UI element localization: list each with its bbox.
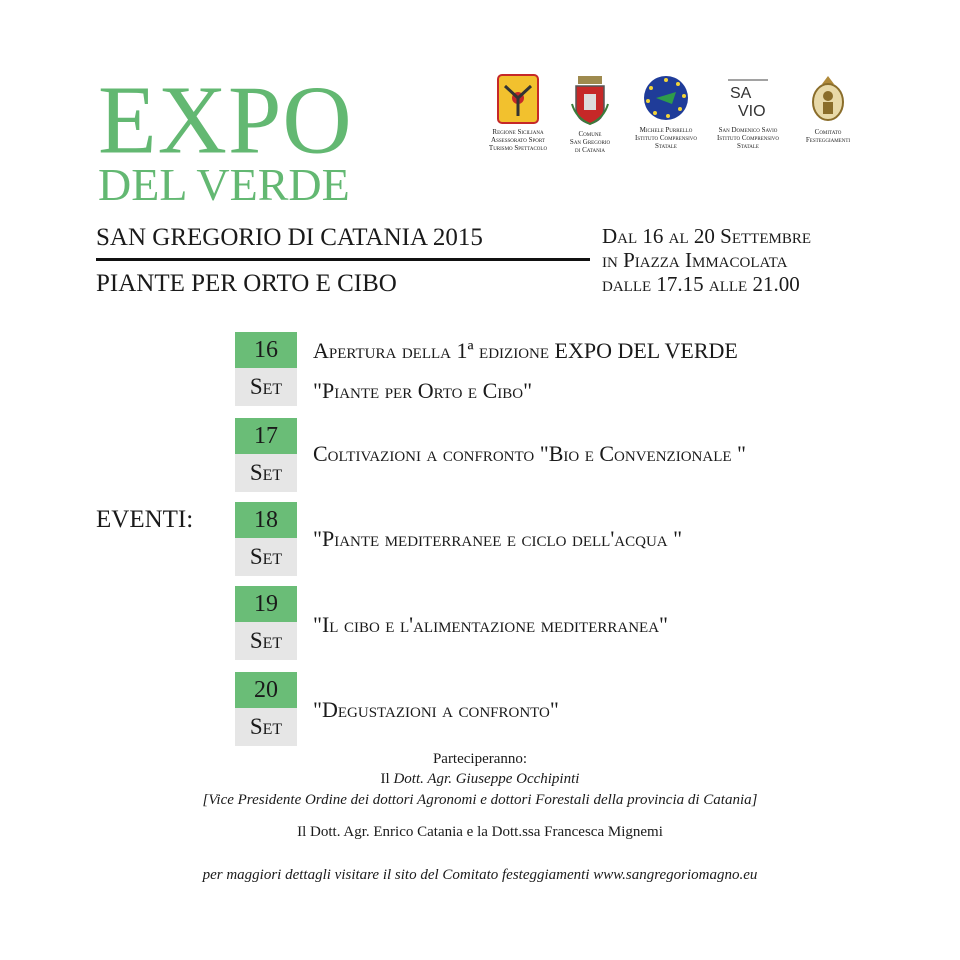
logo-caption: Comune: [578, 130, 602, 138]
comitato-logo: [788, 74, 868, 144]
event-text: Coltivazioni a confronto "Bio e Convenzionale ": [313, 441, 747, 466]
logo-caption: Assessorato Sport: [491, 136, 545, 144]
comune-logo: [550, 74, 630, 154]
speaker-1: [0, 770, 960, 788]
event-month: Set: [235, 368, 297, 406]
event-day: 16: [235, 332, 297, 368]
event-text: "Il cibo e l'alimentazione mediterranea": [313, 612, 669, 637]
svg-text:SA: SA: [730, 85, 752, 102]
sponsor-logos: [478, 74, 858, 164]
eventi-label: EVENTI:: [96, 506, 194, 533]
logo-caption: Comitato: [814, 128, 842, 136]
saint-icon: [808, 74, 848, 124]
location: in Piazza Immacolata: [602, 248, 788, 272]
event-text: "Piante per Orto e Cibo": [313, 378, 533, 403]
crest-icon: [570, 74, 610, 126]
hours: dalle 17.15 alle 21.00: [602, 272, 800, 296]
event-text: "Piante mediterranee e ciclo dell'acqua ": [313, 526, 683, 551]
event-day: 17: [235, 418, 297, 454]
speaker-1-name: Dott. Agr. Giuseppe Occhipinti: [393, 771, 580, 787]
del-verde-title: DEL VERDE: [98, 159, 350, 210]
savio-icon: [724, 74, 772, 122]
event-month: Set: [235, 454, 297, 492]
theme: PIANTE PER ORTO E CIBO: [96, 270, 397, 297]
logo-caption: Istituto Comprensivo: [717, 134, 779, 142]
logo-caption: Statale: [737, 142, 759, 150]
event-text: Apertura della 1ª edizione EXPO DEL VERDE: [313, 338, 738, 363]
dates: Dal 16 al 20 Settembre: [602, 224, 811, 248]
event-month: Set: [235, 538, 297, 576]
svg-text:VIO: VIO: [738, 103, 766, 120]
place-year: SAN GREGORIO DI CATANIA 2015: [96, 224, 483, 251]
event-text: "Degustazioni a confronto": [313, 697, 559, 722]
info-line: per maggiori dettagli visitare il sito del Comitato festeggiamenti www.sangregoriomagno.eu: [202, 867, 758, 883]
event-day: 19: [235, 586, 297, 622]
event-day: 18: [235, 502, 297, 538]
logo-caption: Regione Siciliana: [492, 128, 544, 136]
savio-logo: [708, 74, 788, 150]
expo-title: EXPO: [98, 64, 353, 175]
logo-caption: di Catania: [575, 146, 605, 154]
speaker-1-prefix: Il: [380, 771, 394, 787]
logo-caption: Michele Purrello: [639, 126, 693, 134]
speakers-2: Il Dott. Agr. Enrico Catania e la Dott.ssa Francesca Mignemi: [297, 824, 663, 840]
regione-logo: [478, 74, 558, 152]
globe-icon: [642, 74, 690, 122]
event-month: Set: [235, 622, 297, 660]
event-day: 20: [235, 672, 297, 708]
purrello-logo: [626, 74, 706, 150]
logo-caption: Statale: [655, 142, 677, 150]
logo-caption: Turismo Spettacolo: [488, 144, 548, 152]
trinacria-icon: [497, 74, 539, 124]
participants-intro: Parteciperanno:: [432, 751, 528, 767]
logo-caption: Istituto Comprensivo: [635, 134, 697, 142]
event-month: Set: [235, 708, 297, 746]
logo-caption: Festeggiamenti: [805, 136, 851, 144]
logo-caption: San Domenico Savio: [718, 126, 778, 134]
logo-caption: San Gregorio: [569, 138, 611, 146]
speaker-1-role: [Vice Presidente Ordine dei dottori Agronomi e dottori Forestali della provincia di Catania]: [202, 792, 758, 808]
divider: [96, 258, 590, 261]
